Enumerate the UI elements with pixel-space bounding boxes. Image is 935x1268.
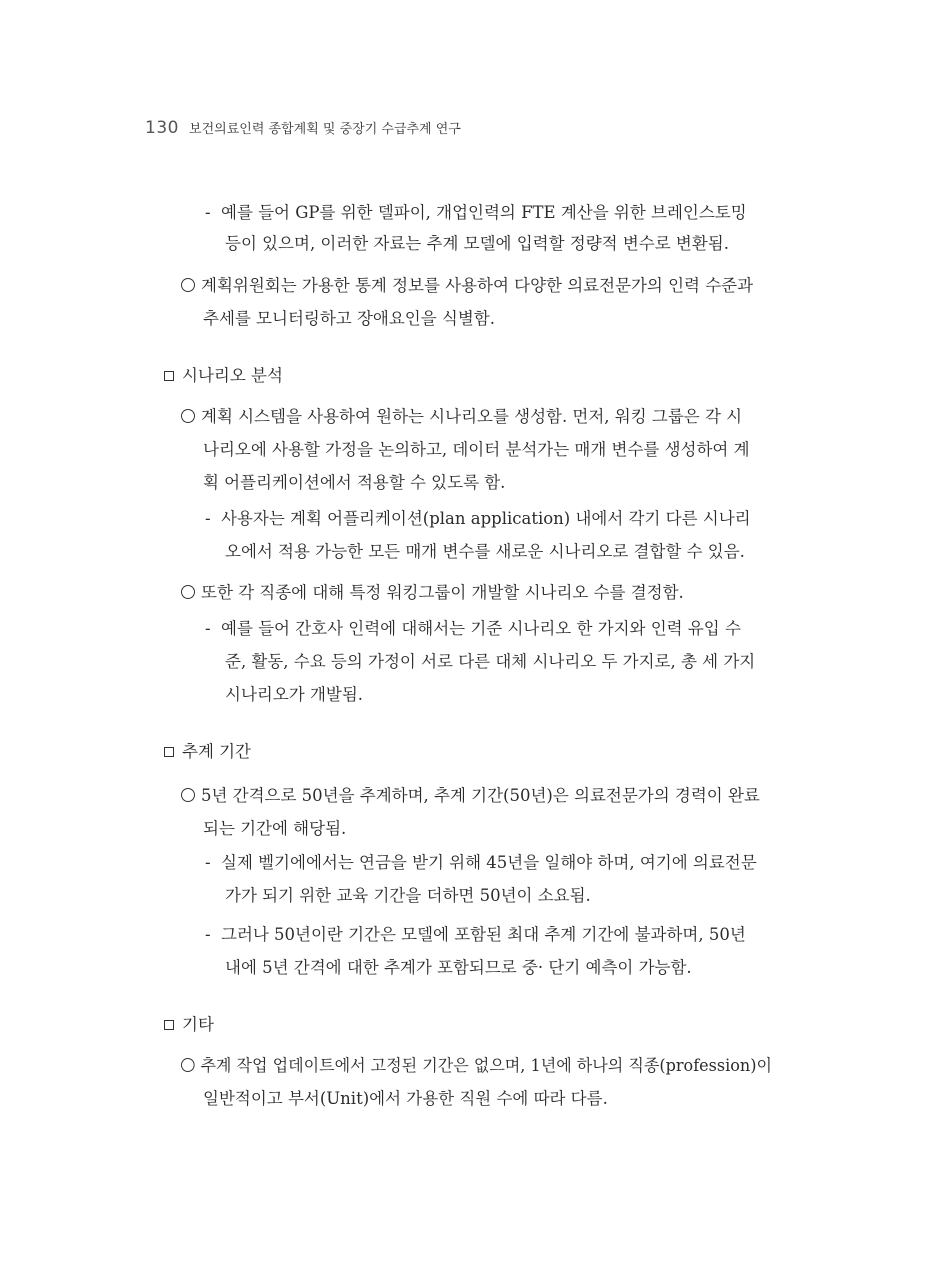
- dash-bullet: [205, 203, 747, 223]
- text-line: 가가 되기 위한 교육 기간을 더하면 50년이 소요됨.: [225, 886, 591, 905]
- circle-bullet-icon: [181, 409, 195, 423]
- circle-bullet: [181, 1056, 772, 1076]
- text-line: 오에서 적용 가능한 모든 매개 변수를 새로운 시나리오로 결합할 수 있음.: [225, 542, 745, 561]
- section-heading: [164, 366, 283, 386]
- running-title: 보건의료인력 종합계획 및 중장기 수급추계 연구: [189, 122, 461, 137]
- section-heading-text: 추계 기간: [182, 742, 252, 761]
- text-line: 계획 시스템을 사용하여 원하는 시나리오를 생성함. 먼저, 워킹 그룹은 각 시: [201, 407, 743, 426]
- circle-bullet: [181, 407, 742, 427]
- circle-bullet-icon: [181, 1058, 195, 1072]
- section-heading: [164, 742, 251, 762]
- circle-bullet-icon: [181, 788, 195, 802]
- text-line: 시나리오가 개발됨.: [225, 685, 364, 704]
- text-line: 등이 있으며, 이러한 자료는 추계 모델에 입력할 정량적 변수로 변환됨.: [225, 234, 729, 253]
- section-heading: [164, 1015, 214, 1035]
- circle-bullet-icon: [181, 585, 195, 599]
- circle-bullet: [181, 276, 753, 296]
- text-line: 예를 들어 GP를 위한 델파이, 개업인력의 FTE 계산을 위한 브레인스토밍: [221, 203, 747, 222]
- circle-bullet: [181, 583, 684, 603]
- text-line: 5년 간격으로 50년을 추계하며, 추계 기간(50년)은 의료전문가의 경력이 완료: [201, 786, 760, 805]
- square-bullet-icon: [164, 371, 174, 381]
- section-heading-text: 기타: [182, 1015, 214, 1034]
- circle-bullet: [181, 786, 760, 806]
- dash-bullet: [205, 853, 757, 873]
- text-line: 사용자는 계획 어플리케이션(plan application) 내에서 각기 다른 시나리: [221, 509, 751, 528]
- text-line: 예를 들어 간호사 인력에 대해서는 기준 시나리오 한 가지와 인력 유입 수: [221, 619, 741, 638]
- text-line: 획 어플리케이션에서 적용할 수 있도록 함.: [203, 473, 506, 492]
- page-header: [145, 118, 461, 138]
- page-number: 130: [145, 118, 179, 138]
- dash-marker: -: [205, 203, 211, 222]
- dash-bullet: [205, 619, 741, 639]
- text-line: 계획위원회는 가용한 통계 정보를 사용하여 다양한 의료전문가의 인력 수준과: [201, 276, 754, 295]
- dash-bullet: [205, 509, 751, 529]
- square-bullet-icon: [164, 1020, 174, 1030]
- square-bullet-icon: [164, 747, 174, 757]
- dash-marker: -: [205, 925, 211, 944]
- text-line: 추세를 모니터링하고 장애요인을 식별함.: [203, 309, 495, 328]
- dash-marker: -: [205, 509, 211, 528]
- text-line: 나리오에 사용할 가정을 논의하고, 데이터 분석가는 매개 변수를 생성하여 계: [203, 440, 750, 459]
- section-heading-text: 시나리오 분석: [182, 366, 283, 385]
- text-line: 준, 활동, 수요 등의 가정이 서로 다른 대체 시나리오 두 가지로, 총 세 가지: [225, 652, 756, 671]
- dash-marker: -: [205, 619, 211, 638]
- text-line: 실제 벨기에에서는 연금을 받기 위해 45년을 일해야 하며, 여기에 의료전문: [221, 853, 757, 872]
- text-line: 일반적이고 부서(Unit)에서 가용한 직원 수에 따라 다름.: [203, 1089, 608, 1108]
- text-line: 내에 5년 간격에 대한 추계가 포함되므로 중· 단기 예측이 가능함.: [225, 958, 692, 977]
- text-line: 추계 작업 업데이트에서 고정된 기간은 없으며, 1년에 하나의 직종(profession)이: [200, 1056, 772, 1075]
- text-line: 그러나 50년이란 기간은 모델에 포함된 최대 추계 기간에 불과하며, 50년: [221, 925, 746, 944]
- text-line: 되는 기간에 해당됨.: [203, 819, 347, 838]
- circle-bullet-icon: [181, 278, 195, 292]
- dash-marker: -: [205, 853, 211, 872]
- dash-bullet: [205, 925, 746, 945]
- text-line: 또한 각 직종에 대해 특정 워킹그룹이 개발할 시나리오 수를 결정함.: [201, 583, 684, 602]
